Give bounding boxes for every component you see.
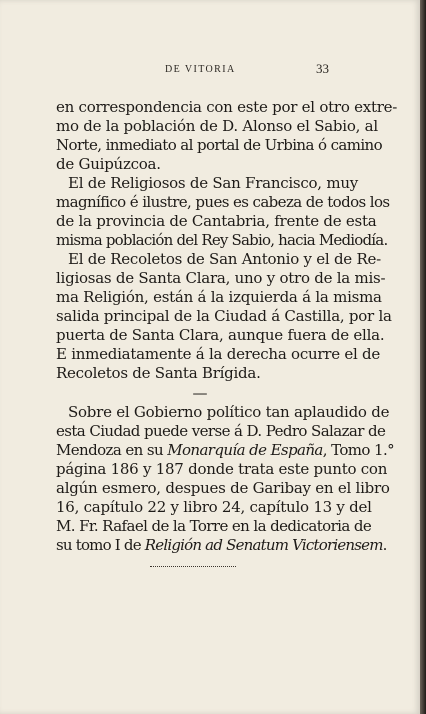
book-title: Religión ad Senatum Victoriensem — [144, 536, 383, 554]
text-line: magnífico é ilustre, pues es cabeza de todos los — [56, 193, 390, 211]
section-separator: — — [192, 384, 208, 402]
text-fragment: . — [382, 536, 387, 554]
body-text — [56, 98, 398, 555]
text-line: ligiosas de Santa Clara, uno y otro de la mis- — [56, 269, 386, 287]
text-line: mo de la población de D. Alonso el Sabio, al — [56, 117, 378, 135]
text-line: M. Fr. Rafael de la Torre en la dedicatoria de — [56, 517, 372, 535]
text-fragment: su tomo I de — [56, 536, 145, 554]
text-line: salida principal de la Ciudad á Castilla, por la — [56, 307, 392, 325]
running-title: DE VITORIA — [165, 64, 236, 75]
text-line: en correspondencia con este por el otro extre- — [56, 98, 398, 116]
text-line: de la provincia de Cantabria, frente de esta — [56, 212, 377, 230]
text-line: Recoletos de Santa Brígida. — [56, 364, 261, 382]
text-line: El de Recoletos de San Antonio y el de Re- — [68, 250, 381, 268]
text-line — [56, 441, 395, 460]
closing-rule — [150, 566, 236, 567]
text-line: E inmediatamente á la derecha ocurre el de — [56, 345, 381, 363]
text-line: página 186 y 187 donde trata este punto con — [56, 460, 388, 478]
text-fragment: , Tomo 1.° — [322, 441, 395, 459]
text-line: Sobre el Gobierno político tan aplaudido de — [68, 403, 390, 421]
text-line: de Guipúzcoa. — [56, 155, 161, 173]
text-line: algún esmero, despues de Garibay en el libro — [56, 479, 390, 497]
text-line: esta Ciudad puede verse á D. Pedro Salazar de — [56, 422, 386, 440]
book-title: Monarquía de España — [167, 441, 323, 459]
text-fragment: Mendoza en su — [56, 441, 168, 459]
text-line — [56, 536, 387, 555]
text-line: puerta de Santa Clara, aunque fuera de ella. — [56, 326, 385, 344]
text-line: 16, capítulo 22 y libro 24, capítulo 13 y del — [56, 498, 372, 516]
text-line: misma población del Rey Sabio, hacia Mediodía. — [56, 231, 388, 249]
page-edge — [420, 0, 426, 714]
text-line: ma Religión, están á la izquierda á la misma — [56, 288, 382, 306]
text-line: El de Religiosos de San Francisco, muy — [68, 174, 358, 192]
page-number: 33 — [316, 61, 329, 76]
text-line: Norte, inmediato al portal de Urbina ó camino — [56, 136, 383, 154]
